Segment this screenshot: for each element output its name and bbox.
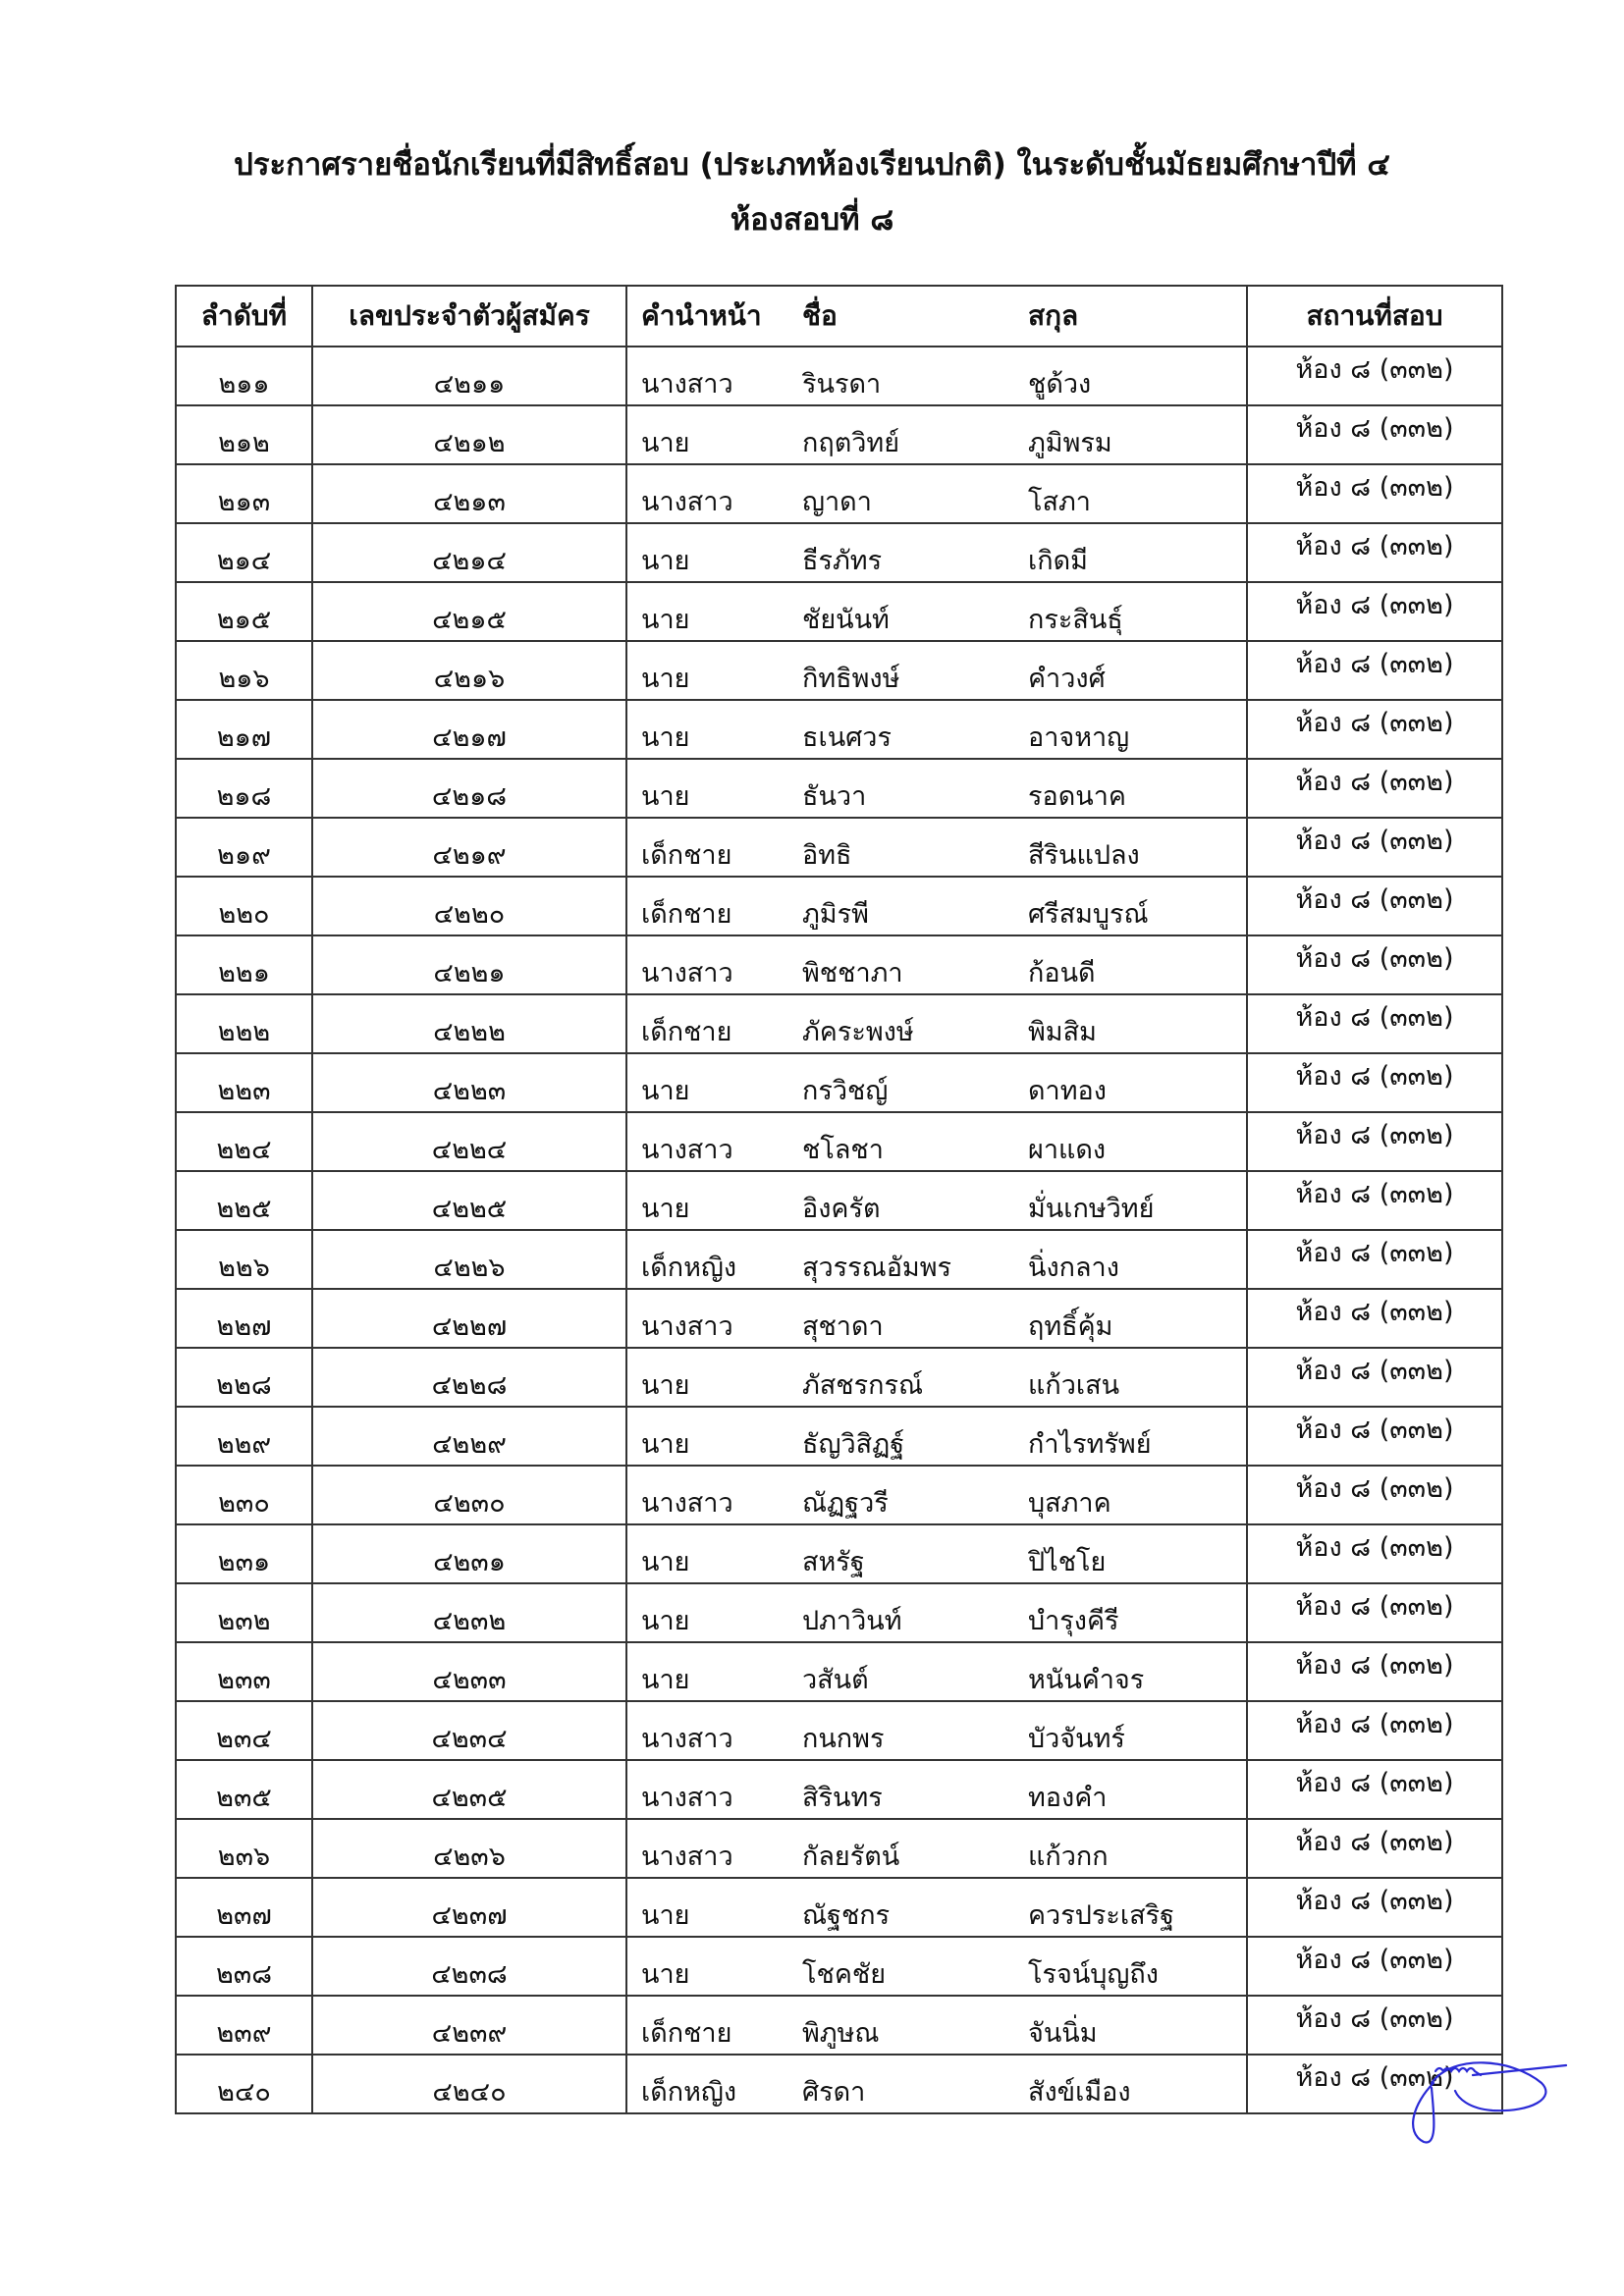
cell-location: ห้อง ๘ (๓๓๒) [1247,1524,1502,1583]
cell-prefix: นาย [626,1053,802,1112]
table-row [176,641,1502,700]
cell-surname: โรจน์บุญถึง [1028,1937,1247,1996]
table-row [176,1642,1502,1701]
cell-seq: ๒๑๕ [176,582,312,641]
cell-prefix: นาย [626,405,802,464]
cell-seq: ๒๑๔ [176,523,312,582]
cell-surname: แก้วกก [1028,1819,1247,1878]
table-row [176,1524,1502,1583]
cell-seq: ๒๑๑ [176,347,312,405]
cell-applicant-id: ๔๒๒๓ [312,1053,626,1112]
cell-location: ห้อง ๘ (๓๓๒) [1247,1937,1502,1996]
cell-prefix: นาย [626,1524,802,1583]
cell-applicant-id: ๔๒๑๓ [312,464,626,523]
cell-prefix: นาย [626,582,802,641]
cell-applicant-id: ๔๒๓๓ [312,1642,626,1701]
cell-surname: ทองคำ [1028,1760,1247,1819]
cell-surname: โสภา [1028,464,1247,523]
cell-first-name: อิทธิ [802,818,1028,877]
cell-applicant-id: ๔๒๑๕ [312,582,626,641]
cell-applicant-id: ๔๒๒๙ [312,1407,626,1466]
cell-prefix: นางสาว [626,464,802,523]
table-row [176,464,1502,523]
cell-applicant-id: ๔๒๒๒ [312,994,626,1053]
cell-location: ห้อง ๘ (๓๓๒) [1247,1642,1502,1701]
cell-prefix: นาย [626,1878,802,1937]
cell-first-name: สุชาดา [802,1289,1028,1348]
cell-first-name: พิชชาภา [802,935,1028,994]
cell-first-name: สุวรรณอัมพร [802,1230,1028,1289]
cell-first-name: ธันวา [802,759,1028,818]
student-roster-table [175,285,1503,2114]
cell-surname: ก้อนดี [1028,935,1247,994]
cell-surname: กำไรทรัพย์ [1028,1407,1247,1466]
table-row [176,994,1502,1053]
header-location: สถานที่สอบ [1247,286,1502,347]
table-row [176,1053,1502,1112]
cell-prefix: เด็กชาย [626,818,802,877]
cell-seq: ๒๑๓ [176,464,312,523]
cell-seq: ๒๒๔ [176,1112,312,1171]
table-row [176,1289,1502,1348]
cell-prefix: เด็กหญิง [626,1230,802,1289]
table-row [176,1171,1502,1230]
cell-applicant-id: ๔๒๑๒ [312,405,626,464]
cell-first-name: รินรดา [802,347,1028,405]
cell-applicant-id: ๔๒๑๖ [312,641,626,700]
header-applicant-id: เลขประจำตัวผู้สมัคร [312,286,626,347]
cell-applicant-id: ๔๒๓๒ [312,1583,626,1642]
cell-surname: ผาแดง [1028,1112,1247,1171]
cell-location: ห้อง ๘ (๓๓๒) [1247,1407,1502,1466]
cell-location: ห้อง ๘ (๓๓๒) [1247,1112,1502,1171]
cell-seq: ๒๓๖ [176,1819,312,1878]
table-row [176,1466,1502,1524]
table-row [176,1701,1502,1760]
table-body [176,347,1502,2113]
table-row [176,1760,1502,1819]
cell-surname: ดาทอง [1028,1053,1247,1112]
cell-surname: อาจหาญ [1028,700,1247,759]
cell-applicant-id: ๔๒๓๗ [312,1878,626,1937]
header-surname: สกุล [1028,286,1247,347]
cell-location: ห้อง ๘ (๓๓๒) [1247,405,1502,464]
cell-prefix: นาย [626,1407,802,1466]
cell-first-name: ภัคระพงษ์ [802,994,1028,1053]
cell-applicant-id: ๔๒๓๔ [312,1701,626,1760]
cell-applicant-id: ๔๒๒๑ [312,935,626,994]
cell-surname: สีรินแปลง [1028,818,1247,877]
cell-location: ห้อง ๘ (๓๓๒) [1247,1289,1502,1348]
cell-first-name: ศิรดา [802,2055,1028,2113]
cell-seq: ๒๓๙ [176,1996,312,2055]
cell-applicant-id: ๔๒๔๐ [312,2055,626,2113]
cell-surname: ฤทธิ์คุ้ม [1028,1289,1247,1348]
table-row [176,1407,1502,1466]
cell-seq: ๒๒๕ [176,1171,312,1230]
table-row [176,1937,1502,1996]
cell-seq: ๒๓๑ [176,1524,312,1583]
cell-surname: รอดนาค [1028,759,1247,818]
exam-room-subtitle: ห้องสอบที่ ๘ [730,202,894,238]
cell-applicant-id: ๔๒๓๖ [312,1819,626,1878]
cell-surname: มั่นเกษวิทย์ [1028,1171,1247,1230]
cell-location: ห้อง ๘ (๓๓๒) [1247,464,1502,523]
cell-seq: ๒๓๓ [176,1642,312,1701]
cell-surname: หนันคำจร [1028,1642,1247,1701]
cell-surname: ปิไชโย [1028,1524,1247,1583]
cell-location: ห้อง ๘ (๓๓๒) [1247,935,1502,994]
cell-location: ห้อง ๘ (๓๓๒) [1247,523,1502,582]
cell-location: ห้อง ๘ (๓๓๒) [1247,1701,1502,1760]
cell-surname: คำวงศ์ [1028,641,1247,700]
cell-prefix: เด็กหญิง [626,2055,802,2113]
cell-first-name: ธเนศวร [802,700,1028,759]
cell-prefix: นาย [626,700,802,759]
table-row [176,1112,1502,1171]
cell-seq: ๒๓๘ [176,1937,312,1996]
cell-applicant-id: ๔๒๑๗ [312,700,626,759]
cell-seq: ๒๒๒ [176,994,312,1053]
cell-seq: ๒๑๘ [176,759,312,818]
cell-seq: ๒๒๖ [176,1230,312,1289]
cell-location: ห้อง ๘ (๓๓๒) [1247,1466,1502,1524]
cell-applicant-id: ๔๒๓๘ [312,1937,626,1996]
table-row [176,1230,1502,1289]
cell-applicant-id: ๔๒๒๕ [312,1171,626,1230]
cell-first-name: ภูมิรพี [802,877,1028,935]
cell-applicant-id: ๔๒๓๕ [312,1760,626,1819]
cell-surname: พิมสิม [1028,994,1247,1053]
table-row [176,759,1502,818]
cell-location: ห้อง ๘ (๓๓๒) [1247,1230,1502,1289]
cell-applicant-id: ๔๒๒๖ [312,1230,626,1289]
cell-surname: เกิดมี [1028,523,1247,582]
cell-prefix: นางสาว [626,1289,802,1348]
table-row [176,1583,1502,1642]
cell-location: ห้อง ๘ (๓๓๒) [1247,818,1502,877]
cell-surname: บัวจันทร์ [1028,1701,1247,1760]
cell-prefix: นางสาว [626,1112,802,1171]
cell-first-name: ภัสชรกรณ์ [802,1348,1028,1407]
table-row [176,1819,1502,1878]
cell-applicant-id: ๔๒๓๐ [312,1466,626,1524]
cell-applicant-id: ๔๒๑๘ [312,759,626,818]
cell-first-name: สหรัฐ [802,1524,1028,1583]
cell-first-name: ธัญวิสิฏฐ์ [802,1407,1028,1466]
cell-prefix: นางสาว [626,935,802,994]
cell-location: ห้อง ๘ (๓๓๒) [1247,1996,1502,2055]
cell-prefix: นางสาว [626,1466,802,1524]
cell-prefix: เด็กชาย [626,1996,802,2055]
cell-first-name: กิทธิพงษ์ [802,641,1028,700]
cell-surname: บุสภาค [1028,1466,1247,1524]
cell-first-name: อิงครัต [802,1171,1028,1230]
cell-prefix: นาย [626,641,802,700]
cell-surname: นิ่งกลาง [1028,1230,1247,1289]
cell-first-name: วสันต์ [802,1642,1028,1701]
cell-prefix: นางสาว [626,1701,802,1760]
cell-applicant-id: ๔๒๑๔ [312,523,626,582]
cell-location: ห้อง ๘ (๓๓๒) [1247,347,1502,405]
cell-location: ห้อง ๘ (๓๓๒) [1247,1348,1502,1407]
cell-first-name: กนกพร [802,1701,1028,1760]
cell-prefix: นาย [626,1583,802,1642]
cell-first-name: สิรินทร [802,1760,1028,1819]
cell-applicant-id: ๔๒๑๑ [312,347,626,405]
cell-prefix: นาย [626,1171,802,1230]
cell-seq: ๒๑๖ [176,641,312,700]
cell-first-name: กรวิชญ์ [802,1053,1028,1112]
cell-applicant-id: ๔๒๒๗ [312,1289,626,1348]
cell-first-name: ปภาวินท์ [802,1583,1028,1642]
table-row [176,1996,1502,2055]
cell-seq: ๒๓๐ [176,1466,312,1524]
cell-applicant-id: ๔๒๒๔ [312,1112,626,1171]
cell-location: ห้อง ๘ (๓๓๒) [1247,1878,1502,1937]
cell-surname: ภูมิพรม [1028,405,1247,464]
cell-first-name: ชัยนันท์ [802,582,1028,641]
cell-surname: ควรประเสริฐ [1028,1878,1247,1937]
cell-seq: ๒๒๐ [176,877,312,935]
cell-prefix: นางสาว [626,1760,802,1819]
cell-prefix: นาย [626,523,802,582]
table-row [176,2055,1502,2113]
cell-prefix: นางสาว [626,1819,802,1878]
cell-surname: บำรุงคีรี [1028,1583,1247,1642]
cell-seq: ๒๑๗ [176,700,312,759]
cell-location: ห้อง ๘ (๓๓๒) [1247,1171,1502,1230]
cell-first-name: ชโลชา [802,1112,1028,1171]
cell-prefix: นาย [626,1937,802,1996]
cell-prefix: นาย [626,1642,802,1701]
cell-seq: ๒๑๒ [176,405,312,464]
document-title: ประกาศรายชื่อนักเรียนที่มีสิทธิ์สอบ (ประเภทห้องเรียนปกติ) ในระดับชั้นมัธยมศึกษาปีที่ ๔ [234,147,1390,183]
cell-location: ห้อง ๘ (๓๓๒) [1247,1053,1502,1112]
cell-seq: ๒๒๗ [176,1289,312,1348]
signature [1384,2044,1571,2152]
cell-prefix: เด็กชาย [626,994,802,1053]
table-header-row [176,286,1502,347]
cell-seq: ๒๓๔ [176,1701,312,1760]
cell-surname: ศรีสมบูรณ์ [1028,877,1247,935]
table-row [176,877,1502,935]
cell-seq: ๒๒๓ [176,1053,312,1112]
cell-seq: ๒๑๙ [176,818,312,877]
cell-seq: ๒๓๗ [176,1878,312,1937]
cell-surname: ชูด้วง [1028,347,1247,405]
cell-prefix: นางสาว [626,347,802,405]
cell-seq: ๒๓๕ [176,1760,312,1819]
cell-surname: สังข์เมือง [1028,2055,1247,2113]
cell-seq: ๒๒๑ [176,935,312,994]
cell-location: ห้อง ๘ (๓๓๒) [1247,1760,1502,1819]
cell-location: ห้อง ๘ (๓๓๒) [1247,877,1502,935]
cell-applicant-id: ๔๒๒๐ [312,877,626,935]
cell-applicant-id: ๔๒๓๑ [312,1524,626,1583]
cell-location: ห้อง ๘ (๓๓๒) [1247,700,1502,759]
cell-seq: ๒๒๘ [176,1348,312,1407]
cell-applicant-id: ๔๒๓๙ [312,1996,626,2055]
table-row [176,1348,1502,1407]
cell-seq: ๒๒๙ [176,1407,312,1466]
table-row [176,523,1502,582]
cell-location: ห้อง ๘ (๓๓๒) [1247,641,1502,700]
cell-first-name: กฤตวิทย์ [802,405,1028,464]
cell-prefix: นาย [626,1348,802,1407]
table-row [176,582,1502,641]
cell-location: ห้อง ๘ (๓๓๒) [1247,582,1502,641]
cell-surname: กระสินธุ์ [1028,582,1247,641]
header-prefix: คำนำหน้า [626,286,802,347]
cell-first-name: พิภูษณ [802,1996,1028,2055]
header-first-name: ชื่อ [802,286,1028,347]
cell-first-name: ณัฏฐวรี [802,1466,1028,1524]
cell-first-name: ณัฐชกร [802,1878,1028,1937]
cell-location: ห้อง ๘ (๓๓๒) [1247,994,1502,1053]
header-seq: ลำดับที่ [176,286,312,347]
cell-surname: แก้วเสน [1028,1348,1247,1407]
cell-location: ห้อง ๘ (๓๓๒) [1247,759,1502,818]
cell-first-name: ญาดา [802,464,1028,523]
cell-location: ห้อง ๘ (๓๓๒) [1247,1819,1502,1878]
cell-location: ห้อง ๘ (๓๓๒) [1247,1583,1502,1642]
table-row [176,1878,1502,1937]
table-row [176,347,1502,405]
cell-prefix: เด็กชาย [626,877,802,935]
table-row [176,405,1502,464]
cell-seq: ๒๓๒ [176,1583,312,1642]
cell-first-name: กัลยรัตน์ [802,1819,1028,1878]
cell-first-name: ธีรภัทร [802,523,1028,582]
cell-applicant-id: ๔๒๑๙ [312,818,626,877]
table-row [176,700,1502,759]
table-row [176,935,1502,994]
cell-location: ห้อง ๘ (๓๓๒) [1247,2055,1502,2113]
cell-prefix: นาย [626,759,802,818]
cell-surname: จันนิ่ม [1028,1996,1247,2055]
table-row [176,818,1502,877]
cell-seq: ๒๔๐ [176,2055,312,2113]
cell-applicant-id: ๔๒๒๘ [312,1348,626,1407]
cell-first-name: โชคชัย [802,1937,1028,1996]
